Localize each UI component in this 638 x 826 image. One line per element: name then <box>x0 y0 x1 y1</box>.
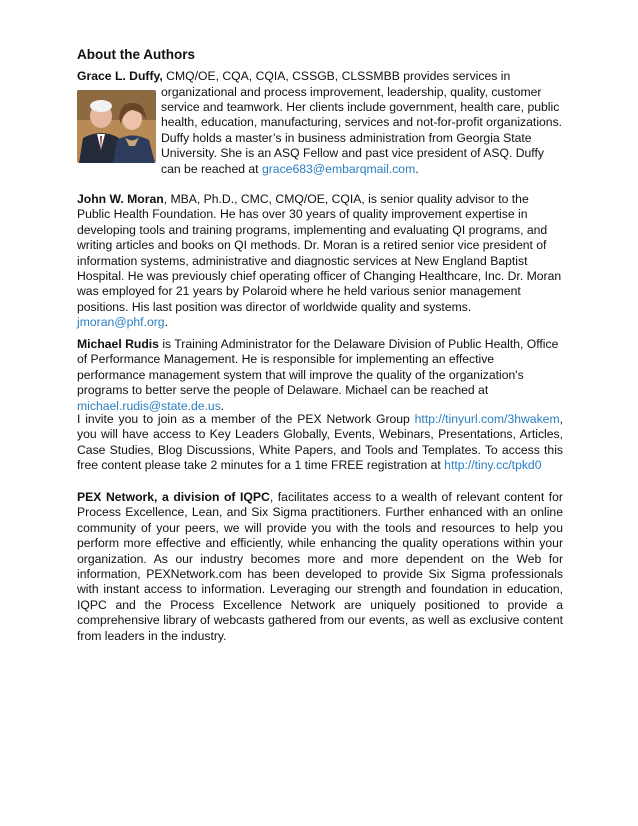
rudis-name: Michael Rudis <box>77 337 159 351</box>
grace-name: Grace L. Duffy, <box>77 69 163 83</box>
moran-bio <box>77 192 563 331</box>
moran-email-link[interactable]: jmoran@phf.org <box>77 315 165 330</box>
rudis-bio-text: is Training Administrator for the Delaware Division of Public Health, Office of Performance Management. He is responsible for implementing an effective performance management system that will improve the quality of the organization's programs to better serve the people of Delaware. Michael can be reached at <box>77 337 559 398</box>
grace-credentials: CMQ/OE, CQA, CQIA, CSSGB, CLSSMBB provides services in <box>162 69 511 83</box>
pex-paragraph <box>77 490 563 644</box>
grace-bio-end: . <box>415 161 419 176</box>
rudis-bio <box>77 337 563 414</box>
pex-group-link[interactable]: http://tinyurl.com/3hwakem <box>414 412 560 426</box>
grace-email-link[interactable]: grace683@embarqmail.com <box>261 161 416 176</box>
rudis-email-link[interactable]: michael.rudis@state.de.us <box>77 398 221 413</box>
grace-bio <box>161 85 563 177</box>
moran-bio-text: , MBA, Ph.D., CMC, CMQ/OE, CQIA, is senior quality advisor to the Public Health Foundation. He has over 30 years of quality improvement expertise in developing tools and training programs, implementing and evaluating QI programs, and writing articles and books on QI methods. Dr. Moran is a retired senior vice president of information systems, administrative and diagnostic services at New England Baptist Hospital. He was previously chief operating officer of Changing Healthcare, Inc. Dr. Moran was employed for 21 years by Polaroid where he held various senior management positions. His last position was director of worldwide quality and systems. <box>77 192 562 314</box>
grace-bio-text: organizational and process improvement, leadership, quality, customer service and teamwork. Her clients include government, health care, public health, education, manufacturing, services and not-for-profit organizations. Duffy holds a master’s in business administration from Georgia State University. She is an ASQ Fellow and past vice president of ASQ. Duffy can be reached at <box>161 84 563 176</box>
pex-text: , facilitates access to a wealth of relevant content for Process Excellence, Lean, and Six Sigma practitioners. Further enhanced with an online community of your peers, we will provide you with the tools and resources to help you perform more effective and efficiently, while enhancing the quality operations within your organization. As our industry becomes more and more dependent on the Web for information, PEXNetwork.com has been developed to provide Six Sigma professionals with instant access to information. Leveraging our strength and foundation in education, IQPC and the Process Excellence Network are uniquely positioned to provide a comprehensive library of webcasts gathered from our events, as well as exclusive content from leaders in the industry. <box>77 490 563 643</box>
grace-first-line <box>77 69 563 84</box>
invite-text-2: , you will have access to Key Leaders Globally, Events, Webinars, Presentations, Articles, Case Studies, Blog Discussions, White Papers, and Tools and Templates. To access this free content please take 2 minutes for a 1 time FREE registration at <box>77 412 563 473</box>
authors-photo <box>77 90 156 163</box>
registration-link[interactable]: http://tiny.cc/tpkd0 <box>444 458 542 473</box>
invite-text-1: I invite you to join as a member of the PEX Network Group <box>77 412 415 426</box>
rudis-bio-end: . <box>220 398 225 413</box>
moran-name: John W. Moran <box>77 192 164 206</box>
invite-paragraph <box>77 412 563 474</box>
moran-bio-end: . <box>164 315 168 330</box>
pex-name: PEX Network, a division of IQPC <box>77 490 270 504</box>
section-heading: About the Authors <box>77 47 195 62</box>
